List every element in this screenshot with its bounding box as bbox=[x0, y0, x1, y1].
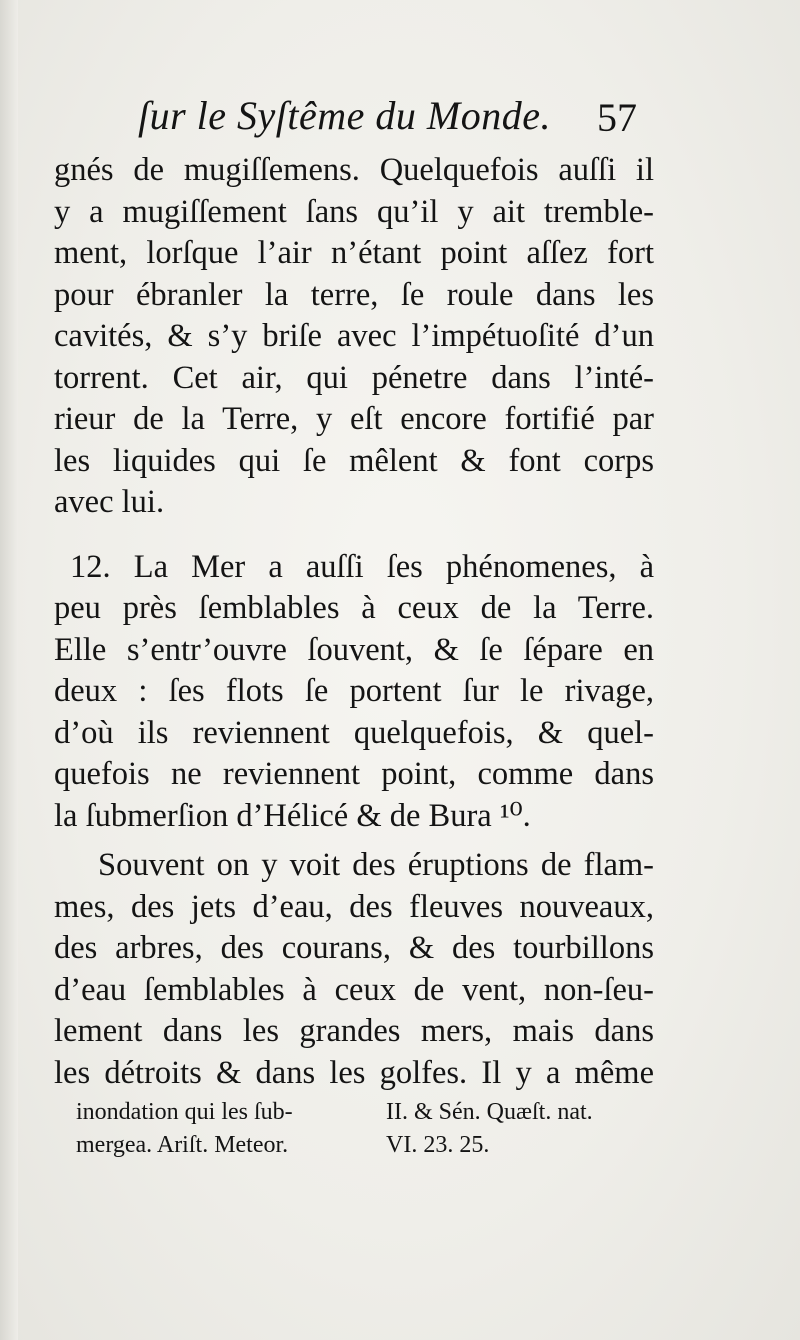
text-line: pour ébranler la terre, ſe roule dans les bbox=[54, 276, 654, 313]
footnote-column-right bbox=[386, 1096, 593, 1162]
text-line: Souvent on y voit des éruptions de flam- bbox=[98, 847, 654, 883]
text-line: y a mugiſſement ſans qu’il y ait tremble- bbox=[54, 193, 654, 230]
footnote-line: inondation qui les ſub- bbox=[76, 1099, 293, 1125]
footnote-line: II. & Sén. Quæſt. nat. bbox=[386, 1099, 593, 1125]
text-line: mes, des jets d’eau, des fleuves nouveaux, bbox=[54, 888, 654, 925]
body-text bbox=[54, 150, 654, 1094]
paragraph-2 bbox=[54, 547, 654, 838]
text-line: deux : ſes flots ſe portent ſur le rivage, bbox=[54, 673, 654, 709]
text-line: lement dans les grandes mers, mais dans bbox=[54, 1013, 654, 1049]
text-line: quefois ne reviennent point, comme dans bbox=[54, 756, 654, 792]
paragraph-3 bbox=[54, 845, 654, 1094]
running-title: ſur le Syſtême du Monde. bbox=[138, 93, 551, 138]
footnote-line: mergea. Ariſt. Meteor. bbox=[76, 1132, 289, 1158]
text-line: 12. La Mer a auſſi ſes phénomenes, à bbox=[70, 548, 654, 585]
text-line: Elle s’entr’ouvre ſouvent, & ſe ſépare en bbox=[54, 631, 654, 668]
text-line: les liquides qui ſe mêlent & font corps bbox=[54, 442, 654, 479]
text-line: peu près ſemblables à ceux de la Terre. bbox=[54, 590, 654, 626]
text-line: cavités, & s’y briſe avec l’impétuoſité d’un bbox=[54, 318, 654, 354]
paragraph-1 bbox=[54, 150, 654, 524]
page-edge-shadow bbox=[0, 0, 18, 1340]
text-line: gnés de mugiſſemens. Quelquefois auſſi il bbox=[54, 152, 654, 188]
page-number: 57 bbox=[597, 95, 637, 140]
text-line: torrent. Cet air, qui pénetre dans l’inté- bbox=[54, 359, 654, 396]
text-line: avec lui. bbox=[54, 484, 165, 520]
text-line: ment, lorſque l’air n’étant point aſſez fort bbox=[54, 235, 654, 271]
text-line: des arbres, des courans, & des tourbillons bbox=[54, 930, 654, 966]
text-line: d’eau ſemblables à ceux de vent, non-ſeu- bbox=[54, 971, 654, 1008]
text-line: rieur de la Terre, y eſt encore fortifié par bbox=[54, 401, 654, 437]
footnote-line: VI. 23. 25. bbox=[386, 1132, 490, 1158]
text-line: les détroits & dans les golfes. Il y a même bbox=[54, 1054, 654, 1091]
text-line: la ſubmerſion d’Hélicé & de Bura ¹⁰. bbox=[54, 797, 531, 834]
page-header bbox=[0, 92, 800, 152]
text-line: d’où ils reviennent quelquefois, & quel- bbox=[54, 714, 654, 751]
footnote-column-left bbox=[76, 1096, 293, 1162]
